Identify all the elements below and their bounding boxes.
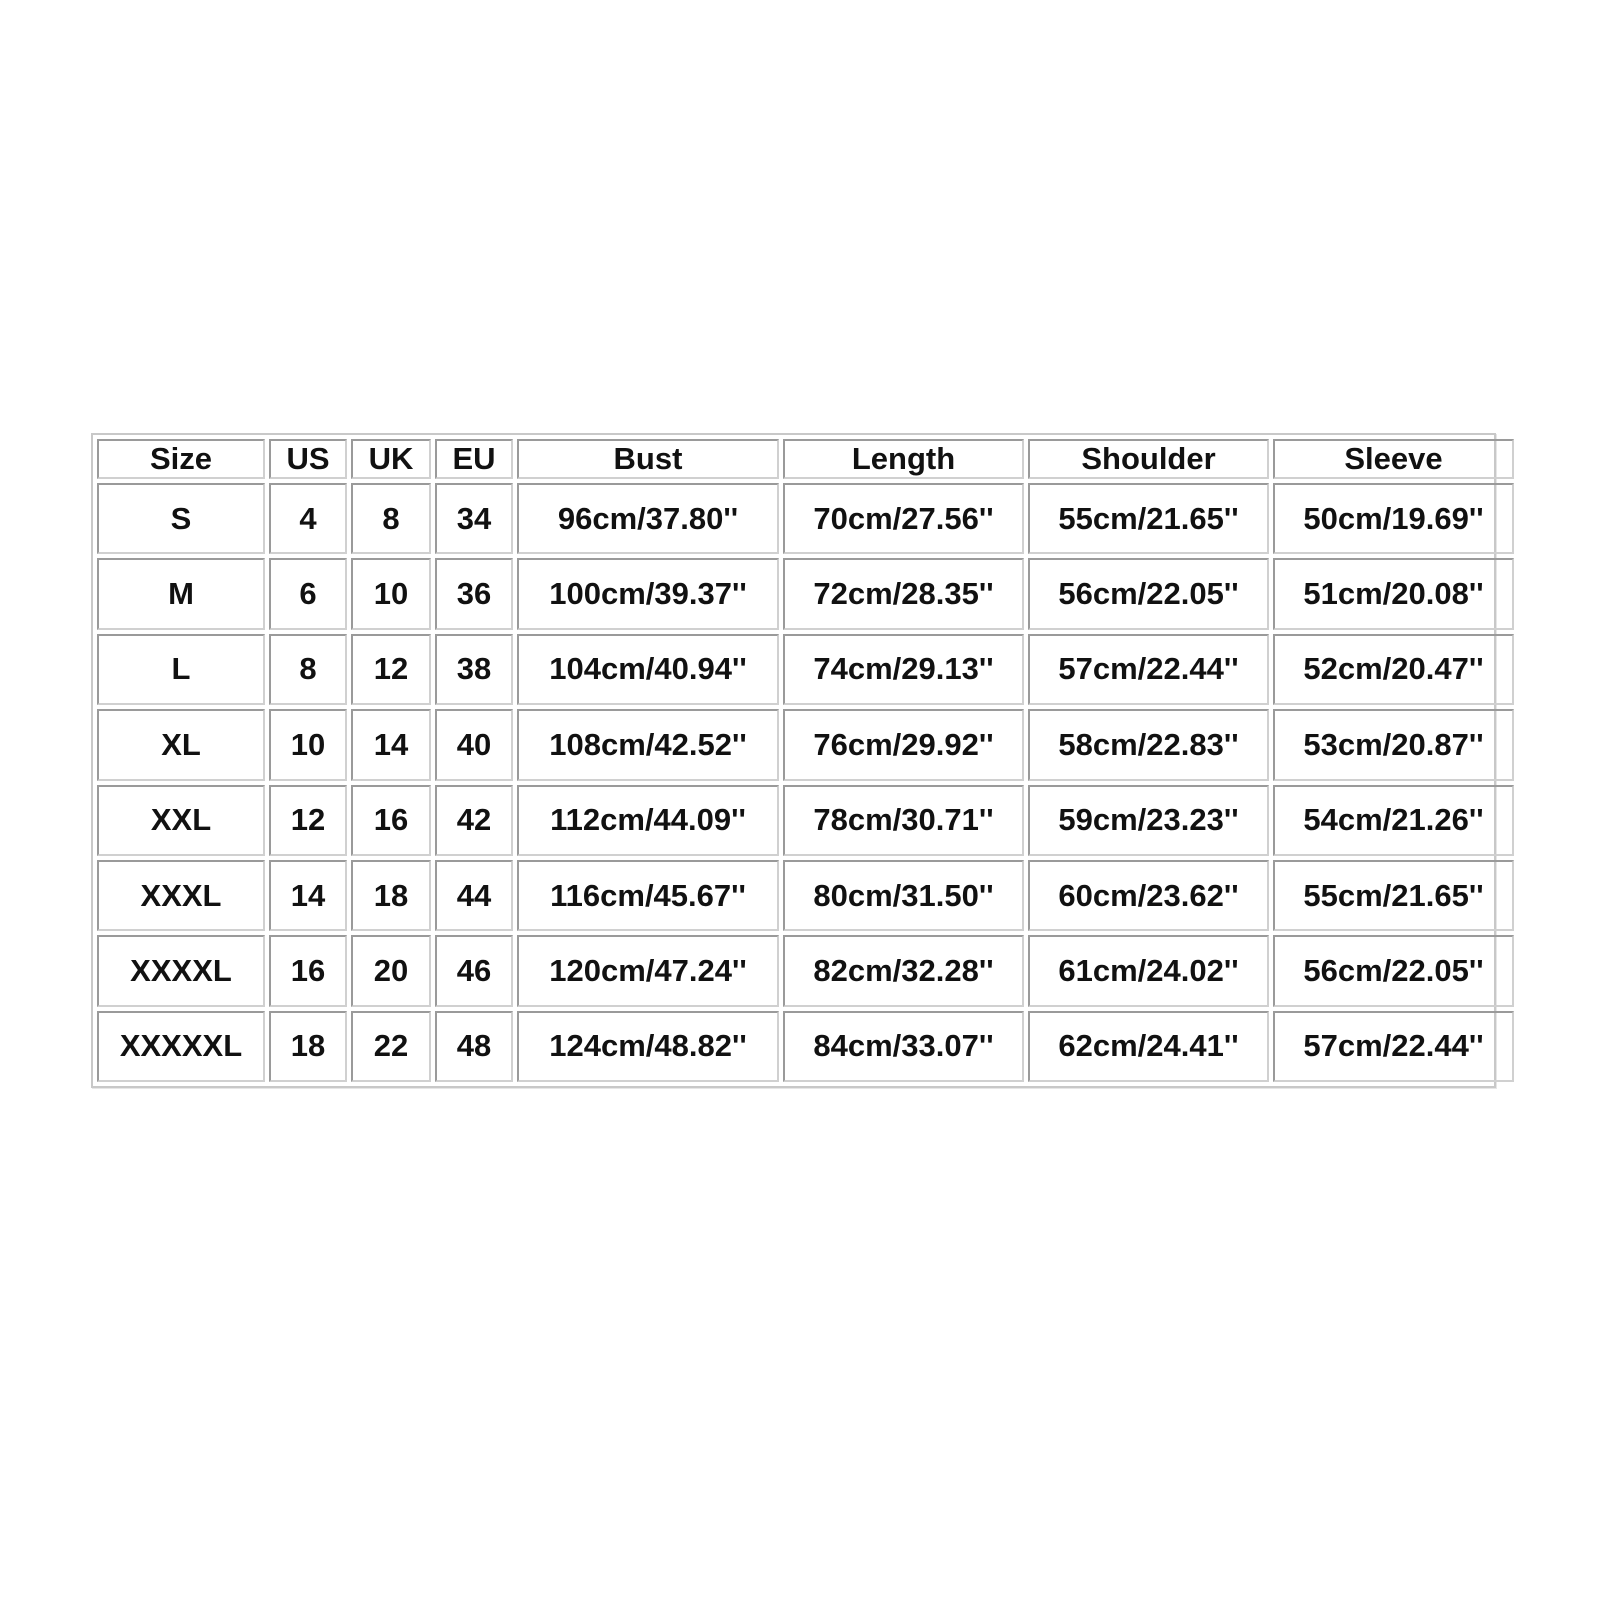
- cell-uk: 16: [351, 785, 431, 856]
- cell-sleeve: 57cm/22.44'': [1273, 1011, 1514, 1082]
- cell-length: 72cm/28.35'': [783, 558, 1024, 629]
- cell-eu: 34: [435, 483, 513, 554]
- cell-uk: 20: [351, 935, 431, 1006]
- cell-sleeve: 53cm/20.87'': [1273, 709, 1514, 780]
- size-chart-body: [97, 483, 1514, 1082]
- header-eu: EU: [435, 439, 513, 479]
- table-row: [97, 483, 1514, 554]
- cell-length: 76cm/29.92'': [783, 709, 1024, 780]
- header-sleeve: Sleeve: [1273, 439, 1514, 479]
- cell-length: 74cm/29.13'': [783, 634, 1024, 705]
- cell-sleeve: 50cm/19.69'': [1273, 483, 1514, 554]
- cell-shoulder: 61cm/24.02'': [1028, 935, 1269, 1006]
- cell-us: 12: [269, 785, 347, 856]
- cell-shoulder: 59cm/23.23'': [1028, 785, 1269, 856]
- cell-shoulder: 55cm/21.65'': [1028, 483, 1269, 554]
- table-row: [97, 634, 1514, 705]
- cell-shoulder: 57cm/22.44'': [1028, 634, 1269, 705]
- cell-sleeve: 52cm/20.47'': [1273, 634, 1514, 705]
- cell-size: XXL: [97, 785, 265, 856]
- cell-length: 82cm/32.28'': [783, 935, 1024, 1006]
- cell-uk: 18: [351, 860, 431, 931]
- cell-sleeve: 51cm/20.08'': [1273, 558, 1514, 629]
- cell-size: XXXXXL: [97, 1011, 265, 1082]
- cell-size: L: [97, 634, 265, 705]
- cell-us: 8: [269, 634, 347, 705]
- table-row: [97, 1011, 1514, 1082]
- table-row: [97, 709, 1514, 780]
- cell-us: 16: [269, 935, 347, 1006]
- cell-sleeve: 55cm/21.65'': [1273, 860, 1514, 931]
- cell-bust: 100cm/39.37'': [517, 558, 779, 629]
- cell-size: XXXXL: [97, 935, 265, 1006]
- header-length: Length: [783, 439, 1024, 479]
- table-row: [97, 785, 1514, 856]
- cell-eu: 42: [435, 785, 513, 856]
- cell-bust: 96cm/37.80'': [517, 483, 779, 554]
- table-row: [97, 935, 1514, 1006]
- cell-length: 70cm/27.56'': [783, 483, 1024, 554]
- cell-us: 4: [269, 483, 347, 554]
- cell-eu: 44: [435, 860, 513, 931]
- cell-bust: 120cm/47.24'': [517, 935, 779, 1006]
- size-chart-table: [93, 435, 1518, 1086]
- size-chart: [91, 433, 1496, 1088]
- cell-length: 78cm/30.71'': [783, 785, 1024, 856]
- cell-eu: 38: [435, 634, 513, 705]
- cell-size: XXXL: [97, 860, 265, 931]
- cell-eu: 48: [435, 1011, 513, 1082]
- cell-size: S: [97, 483, 265, 554]
- header-uk: UK: [351, 439, 431, 479]
- cell-uk: 8: [351, 483, 431, 554]
- cell-size: M: [97, 558, 265, 629]
- cell-eu: 36: [435, 558, 513, 629]
- cell-eu: 46: [435, 935, 513, 1006]
- cell-uk: 12: [351, 634, 431, 705]
- cell-uk: 10: [351, 558, 431, 629]
- header-shoulder: Shoulder: [1028, 439, 1269, 479]
- cell-bust: 112cm/44.09'': [517, 785, 779, 856]
- cell-uk: 14: [351, 709, 431, 780]
- cell-uk: 22: [351, 1011, 431, 1082]
- cell-us: 6: [269, 558, 347, 629]
- cell-eu: 40: [435, 709, 513, 780]
- header-size: Size: [97, 439, 265, 479]
- header-us: US: [269, 439, 347, 479]
- cell-shoulder: 60cm/23.62'': [1028, 860, 1269, 931]
- cell-bust: 124cm/48.82'': [517, 1011, 779, 1082]
- cell-sleeve: 54cm/21.26'': [1273, 785, 1514, 856]
- cell-length: 80cm/31.50'': [783, 860, 1024, 931]
- cell-shoulder: 58cm/22.83'': [1028, 709, 1269, 780]
- cell-bust: 104cm/40.94'': [517, 634, 779, 705]
- cell-shoulder: 56cm/22.05'': [1028, 558, 1269, 629]
- cell-sleeve: 56cm/22.05'': [1273, 935, 1514, 1006]
- header-bust: Bust: [517, 439, 779, 479]
- cell-size: XL: [97, 709, 265, 780]
- table-row: [97, 860, 1514, 931]
- cell-bust: 116cm/45.67'': [517, 860, 779, 931]
- cell-shoulder: 62cm/24.41'': [1028, 1011, 1269, 1082]
- cell-us: 18: [269, 1011, 347, 1082]
- header-row: [97, 439, 1514, 479]
- cell-us: 14: [269, 860, 347, 931]
- cell-length: 84cm/33.07'': [783, 1011, 1024, 1082]
- cell-us: 10: [269, 709, 347, 780]
- cell-bust: 108cm/42.52'': [517, 709, 779, 780]
- table-row: [97, 558, 1514, 629]
